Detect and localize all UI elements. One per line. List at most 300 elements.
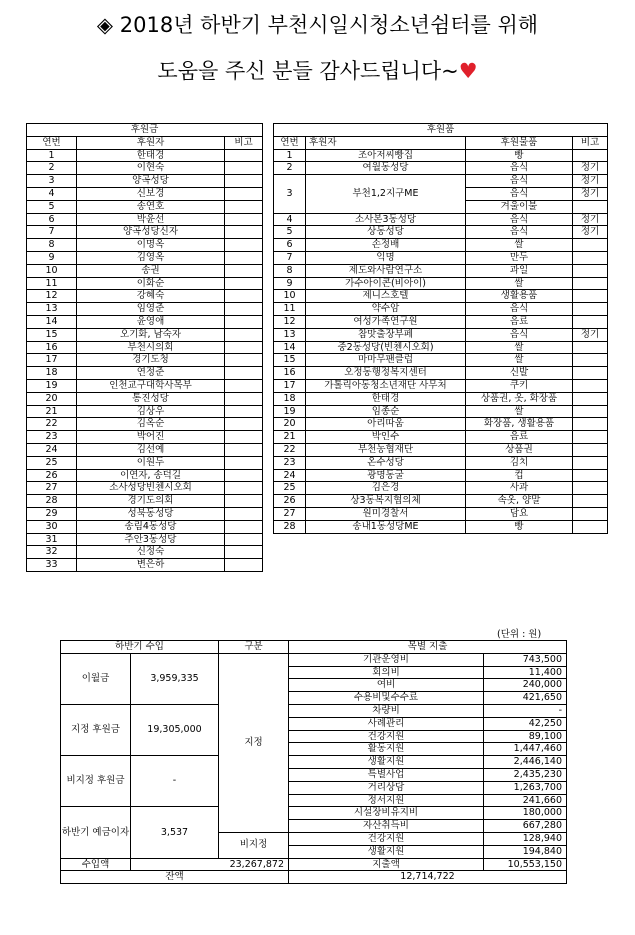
expense-item: 특별사업 [289,768,484,781]
expense-item: 건강지원 [289,730,484,743]
table-cell: 11 [274,303,306,316]
table-cell: 2 [27,162,77,175]
expense-item: 거리상담 [289,781,484,794]
table-row [27,213,263,226]
table-row [61,756,567,769]
table-row [274,507,608,520]
expense-amount: 180,000 [484,807,567,820]
table-cell: 성북동성당 [77,507,225,520]
table-cell [225,443,263,456]
table-cell: 14 [274,341,306,354]
table-cell: 김은경 [306,482,466,495]
donors-header: 비고 [225,136,263,149]
table-row [274,456,608,469]
table-cell: 정기 [573,175,608,188]
table-cell: 박어진 [77,431,225,444]
table-cell: 임종순 [306,405,466,418]
table-row [274,379,608,392]
table-cell: 10 [27,264,77,277]
table-cell: 17 [27,354,77,367]
table-cell [573,431,608,444]
donors-header: 후원자 [77,136,225,149]
table-cell: 28 [27,495,77,508]
table-cell: 18 [274,392,306,405]
table-row [27,328,263,341]
table-cell: 7 [27,226,77,239]
budget-table [60,640,567,884]
table-cell: 12 [274,315,306,328]
table-cell: 4 [274,213,306,226]
table-cell [573,277,608,290]
table-row [274,239,608,252]
table-cell: 생활용품 [466,290,573,303]
table-row [274,354,608,367]
table-cell: 23 [27,431,77,444]
category-designated: 지정 [219,653,289,832]
table-row [27,149,263,162]
table-cell: 3 [27,175,77,188]
table-cell: 한태경 [77,149,225,162]
table-cell [573,507,608,520]
table-cell: 정기 [573,213,608,226]
table-cell: 제니스호텔 [306,290,466,303]
table-row [274,367,608,380]
table-cell: 여성가족연구원 [306,315,466,328]
table-cell: 송연호 [77,200,225,213]
expense-amount: 743,500 [484,653,567,666]
table-cell: 김영옥 [77,251,225,264]
table-cell: 속옷, 양말 [466,495,573,508]
table-row [274,213,608,226]
table-cell: 통진성당 [77,392,225,405]
table-cell: 24 [27,443,77,456]
income-label: 하반기 예금이자 [61,807,131,858]
table-cell: 22 [274,443,306,456]
table-cell: 사과 [466,482,573,495]
expense-item: 생활지원 [289,845,484,858]
table-cell: 오정동행정복지센터 [306,367,466,380]
expense-amount: 128,940 [484,832,567,845]
goods-header-row [274,136,608,149]
table-cell: 아리따움 [306,418,466,431]
table-cell: 17 [274,379,306,392]
table-cell: 14 [27,315,77,328]
table-row [61,704,567,717]
income-total: 23,267,872 [131,858,289,871]
table-cell [573,315,608,328]
goods-header: 연번 [274,136,306,149]
table-row [61,807,567,820]
table-row [274,277,608,290]
table-cell: 정기 [573,226,608,239]
table-cell: 광명동굴 [306,469,466,482]
table-row [27,354,263,367]
table-cell [573,303,608,316]
expense-item: 활동지원 [289,743,484,756]
table-cell: 송림4동성당 [77,520,225,533]
table-cell [225,418,263,431]
table-cell: 쌀 [466,405,573,418]
table-cell: 만두 [466,251,573,264]
table-cell: 음식 [466,187,573,200]
table-cell: 김상우 [77,405,225,418]
table-cell: 1 [27,149,77,162]
table-cell: 변은하 [77,559,225,572]
table-row [27,379,263,392]
table-cell: 8 [274,264,306,277]
table-cell: 15 [27,328,77,341]
table-cell [225,354,263,367]
table-cell: 빵 [466,149,573,162]
table-row [274,328,608,341]
table-cell: 27 [274,507,306,520]
table-cell [573,392,608,405]
table-row [27,290,263,303]
table-cell [573,482,608,495]
table-cell [225,341,263,354]
table-cell: 5 [274,226,306,239]
table-cell: 연정준 [77,367,225,380]
table-cell [225,379,263,392]
table-cell: 이화순 [77,277,225,290]
table-cell: 21 [274,431,306,444]
table-cell: 5 [27,200,77,213]
table-cell: 화장품, 생활용품 [466,418,573,431]
table-cell: 9 [274,277,306,290]
table-cell [573,495,608,508]
table-cell: 약수암 [306,303,466,316]
table-cell: 신발 [466,367,573,380]
table-cell [573,200,608,213]
table-cell: 음식 [466,175,573,188]
table-row [27,546,263,559]
table-row [274,520,608,533]
table-cell: 4 [27,187,77,200]
table-cell [225,175,263,188]
page-title-line2 [0,56,635,86]
table-cell: 31 [27,533,77,546]
expense-item: 수용비및수수료 [289,692,484,705]
table-cell: 21 [27,405,77,418]
income-amount: 19,305,000 [131,704,219,755]
table-cell: 8 [27,239,77,252]
totals-row [61,858,567,871]
table-row [27,239,263,252]
income-amount: 3,959,335 [131,653,219,704]
table-row [27,495,263,508]
table-cell: 참맛출장부페 [306,328,466,341]
table-cell: 29 [27,507,77,520]
expense-amount: 194,840 [484,845,567,858]
expense-item: 시설장비유지비 [289,807,484,820]
table-row [27,226,263,239]
table-cell: 3 [274,175,306,213]
table-cell: 15 [274,354,306,367]
table-cell: 19 [27,379,77,392]
table-cell [573,290,608,303]
table-row [274,341,608,354]
goods-header: 비고 [573,136,608,149]
table-cell [225,200,263,213]
table-row [274,431,608,444]
income-label: 이월금 [61,653,131,704]
table-cell: 10 [274,290,306,303]
table-cell [573,354,608,367]
table-cell: 9 [27,251,77,264]
table-cell: 한태경 [306,392,466,405]
expense-item: 사례관리 [289,717,484,730]
table-cell: 겨울이불 [466,200,573,213]
table-cell [225,239,263,252]
table-cell [225,367,263,380]
table-cell [225,290,263,303]
table-cell [573,239,608,252]
table-row [27,456,263,469]
table-cell: 25 [274,482,306,495]
table-cell: 26 [27,469,77,482]
table-cell [225,277,263,290]
table-cell: 부천시의회 [77,341,225,354]
category-undesignated: 비지정 [219,832,289,858]
table-row [27,443,263,456]
table-row [27,431,263,444]
page-title-line2-text: 도움을 주신 분들 감사드립니다~ [157,59,459,83]
table-cell [225,226,263,239]
income-label: 지정 후원금 [61,704,131,755]
table-cell: 경기도청 [77,354,225,367]
table-cell [573,520,608,533]
table-cell: 쌀 [466,354,573,367]
table-cell: 이연자, 송덕길 [77,469,225,482]
expense-amount: 1,447,460 [484,743,567,756]
goods-header: 후원물품 [466,136,573,149]
donation-goods-table [273,123,608,534]
table-cell [573,456,608,469]
table-row [274,290,608,303]
table-cell [573,418,608,431]
expense-total-label: 지출액 [289,858,484,871]
table-row [27,405,263,418]
expense-amount: 11,400 [484,666,567,679]
income-amount: 3,537 [131,807,219,858]
expense-amount: 421,650 [484,692,567,705]
table-cell: 11 [27,277,77,290]
table-row [274,495,608,508]
table-row [27,315,263,328]
table-row [27,367,263,380]
table-row [274,405,608,418]
budget-header-category: 구분 [219,641,289,654]
table-cell: 26 [274,495,306,508]
table-cell: 음료 [466,431,573,444]
expense-item: 회의비 [289,666,484,679]
table-cell [225,495,263,508]
table-row [27,264,263,277]
table-cell: 음식 [466,162,573,175]
table-cell [225,482,263,495]
table-cell: 6 [274,239,306,252]
table-cell: 쿠키 [466,379,573,392]
table-cell: 부천농협재단 [306,443,466,456]
table-row [274,392,608,405]
table-row [27,200,263,213]
table-cell [573,405,608,418]
table-cell: 경기도의회 [77,495,225,508]
table-row [27,251,263,264]
expense-amount: 1,263,700 [484,781,567,794]
table-cell [225,456,263,469]
table-cell: 조아저씨빵집 [306,149,466,162]
table-cell: 빵 [466,520,573,533]
balance-label: 잔액 [61,871,289,884]
donors-caption: 후원금 [27,124,263,137]
table-cell: 익명 [306,251,466,264]
table-cell: 양곡성당 [77,175,225,188]
table-cell: 이원두 [77,456,225,469]
table-cell: 20 [274,418,306,431]
table-row [274,443,608,456]
unit-label: (단위 : 원) [497,629,542,640]
table-row [27,175,263,188]
expense-item: 차량비 [289,704,484,717]
table-row [27,162,263,175]
expense-amount: 241,660 [484,794,567,807]
table-cell: 온수성당 [306,456,466,469]
table-cell: 음식 [466,213,573,226]
table-row [27,507,263,520]
table-row [274,264,608,277]
table-cell: 23 [274,456,306,469]
table-row [274,418,608,431]
table-row [27,418,263,431]
table-row [27,187,263,200]
page-title-line1: ◈ 2018년 하반기 부천시일시청소년쉼터를 위해 [96,13,539,37]
budget-header-income: 하반기 수입 [61,641,219,654]
goods-header: 후원자 [306,136,466,149]
table-row [27,520,263,533]
table-cell: 제도와사람연구소 [306,264,466,277]
budget-header-expense: 목별 지출 [289,641,567,654]
expense-amount: 2,446,140 [484,756,567,769]
expense-amount: 240,000 [484,679,567,692]
donors-header-row [27,136,263,149]
table-cell: 신정숙 [77,546,225,559]
expense-item: 기관운영비 [289,653,484,666]
table-cell [225,213,263,226]
expense-amount: 89,100 [484,730,567,743]
table-row [61,653,567,666]
table-row [27,533,263,546]
table-row [274,175,608,188]
table-cell: 컵 [466,469,573,482]
income-total-label: 수입액 [61,858,131,871]
expense-item: 건강지원 [289,832,484,845]
table-cell: 32 [27,546,77,559]
donation-money-table [26,123,263,572]
expense-amount: 42,250 [484,717,567,730]
table-cell: 이현숙 [77,162,225,175]
table-cell: 담요 [466,507,573,520]
table-cell [225,520,263,533]
table-cell: 인천교구대학사목부 [77,379,225,392]
table-cell: 부천1,2지구ME [306,175,466,213]
donors-header: 연번 [27,136,77,149]
table-cell [573,251,608,264]
table-cell: 박윤선 [77,213,225,226]
table-cell: 27 [27,482,77,495]
table-row [274,226,608,239]
table-cell: 상3동복지협의체 [306,495,466,508]
table-row [274,303,608,316]
expense-total: 10,553,150 [484,858,567,871]
expense-amount: 667,280 [484,820,567,833]
table-row [274,482,608,495]
goods-caption-row [274,124,608,137]
table-cell [573,443,608,456]
table-cell: 상품권, 옷, 화장품 [466,392,573,405]
table-cell: 쌀 [466,341,573,354]
table-cell: 이명옥 [77,239,225,252]
table-cell: 원미경찰서 [306,507,466,520]
table-cell: 22 [27,418,77,431]
table-cell: 과일 [466,264,573,277]
table-cell: 신보경 [77,187,225,200]
expense-item: 생활지원 [289,756,484,769]
table-cell: 정기 [573,187,608,200]
table-cell: 상품권 [466,443,573,456]
table-cell: 쌀 [466,239,573,252]
table-row [27,277,263,290]
table-cell: 13 [274,328,306,341]
table-cell: 김옥순 [77,418,225,431]
table-cell: 김선예 [77,443,225,456]
table-cell [225,187,263,200]
table-cell: 임영준 [77,303,225,316]
expense-item: 정서지원 [289,794,484,807]
table-row [27,482,263,495]
table-cell [225,328,263,341]
table-cell [225,149,263,162]
table-cell [225,405,263,418]
table-cell: 28 [274,520,306,533]
expense-item: 자산취득비 [289,820,484,833]
table-cell: 음식 [466,303,573,316]
balance-value: 12,714,722 [289,871,567,884]
table-cell: 가톨릭아동청소년재단 사무처 [306,379,466,392]
table-cell: 7 [274,251,306,264]
table-cell: 음식 [466,328,573,341]
table-row [274,162,608,175]
table-cell: 소사성당빈첸시오회 [77,482,225,495]
table-cell [225,469,263,482]
table-cell: 음식 [466,226,573,239]
table-cell: 주안3동성당 [77,533,225,546]
table-cell: 33 [27,559,77,572]
table-cell: 상동성당 [306,226,466,239]
table-cell: 13 [27,303,77,316]
table-cell: 손정배 [306,239,466,252]
table-cell: 송내1동성당ME [306,520,466,533]
goods-caption: 후원품 [274,124,608,137]
table-cell [573,469,608,482]
donors-caption-row [27,124,263,137]
table-cell: 정기 [573,328,608,341]
heart-icon: ♥ [458,59,478,83]
table-cell: 송권 [77,264,225,277]
table-cell: 20 [27,392,77,405]
table-cell: 중2동성당(빈첸시오회) [306,341,466,354]
table-row [274,315,608,328]
